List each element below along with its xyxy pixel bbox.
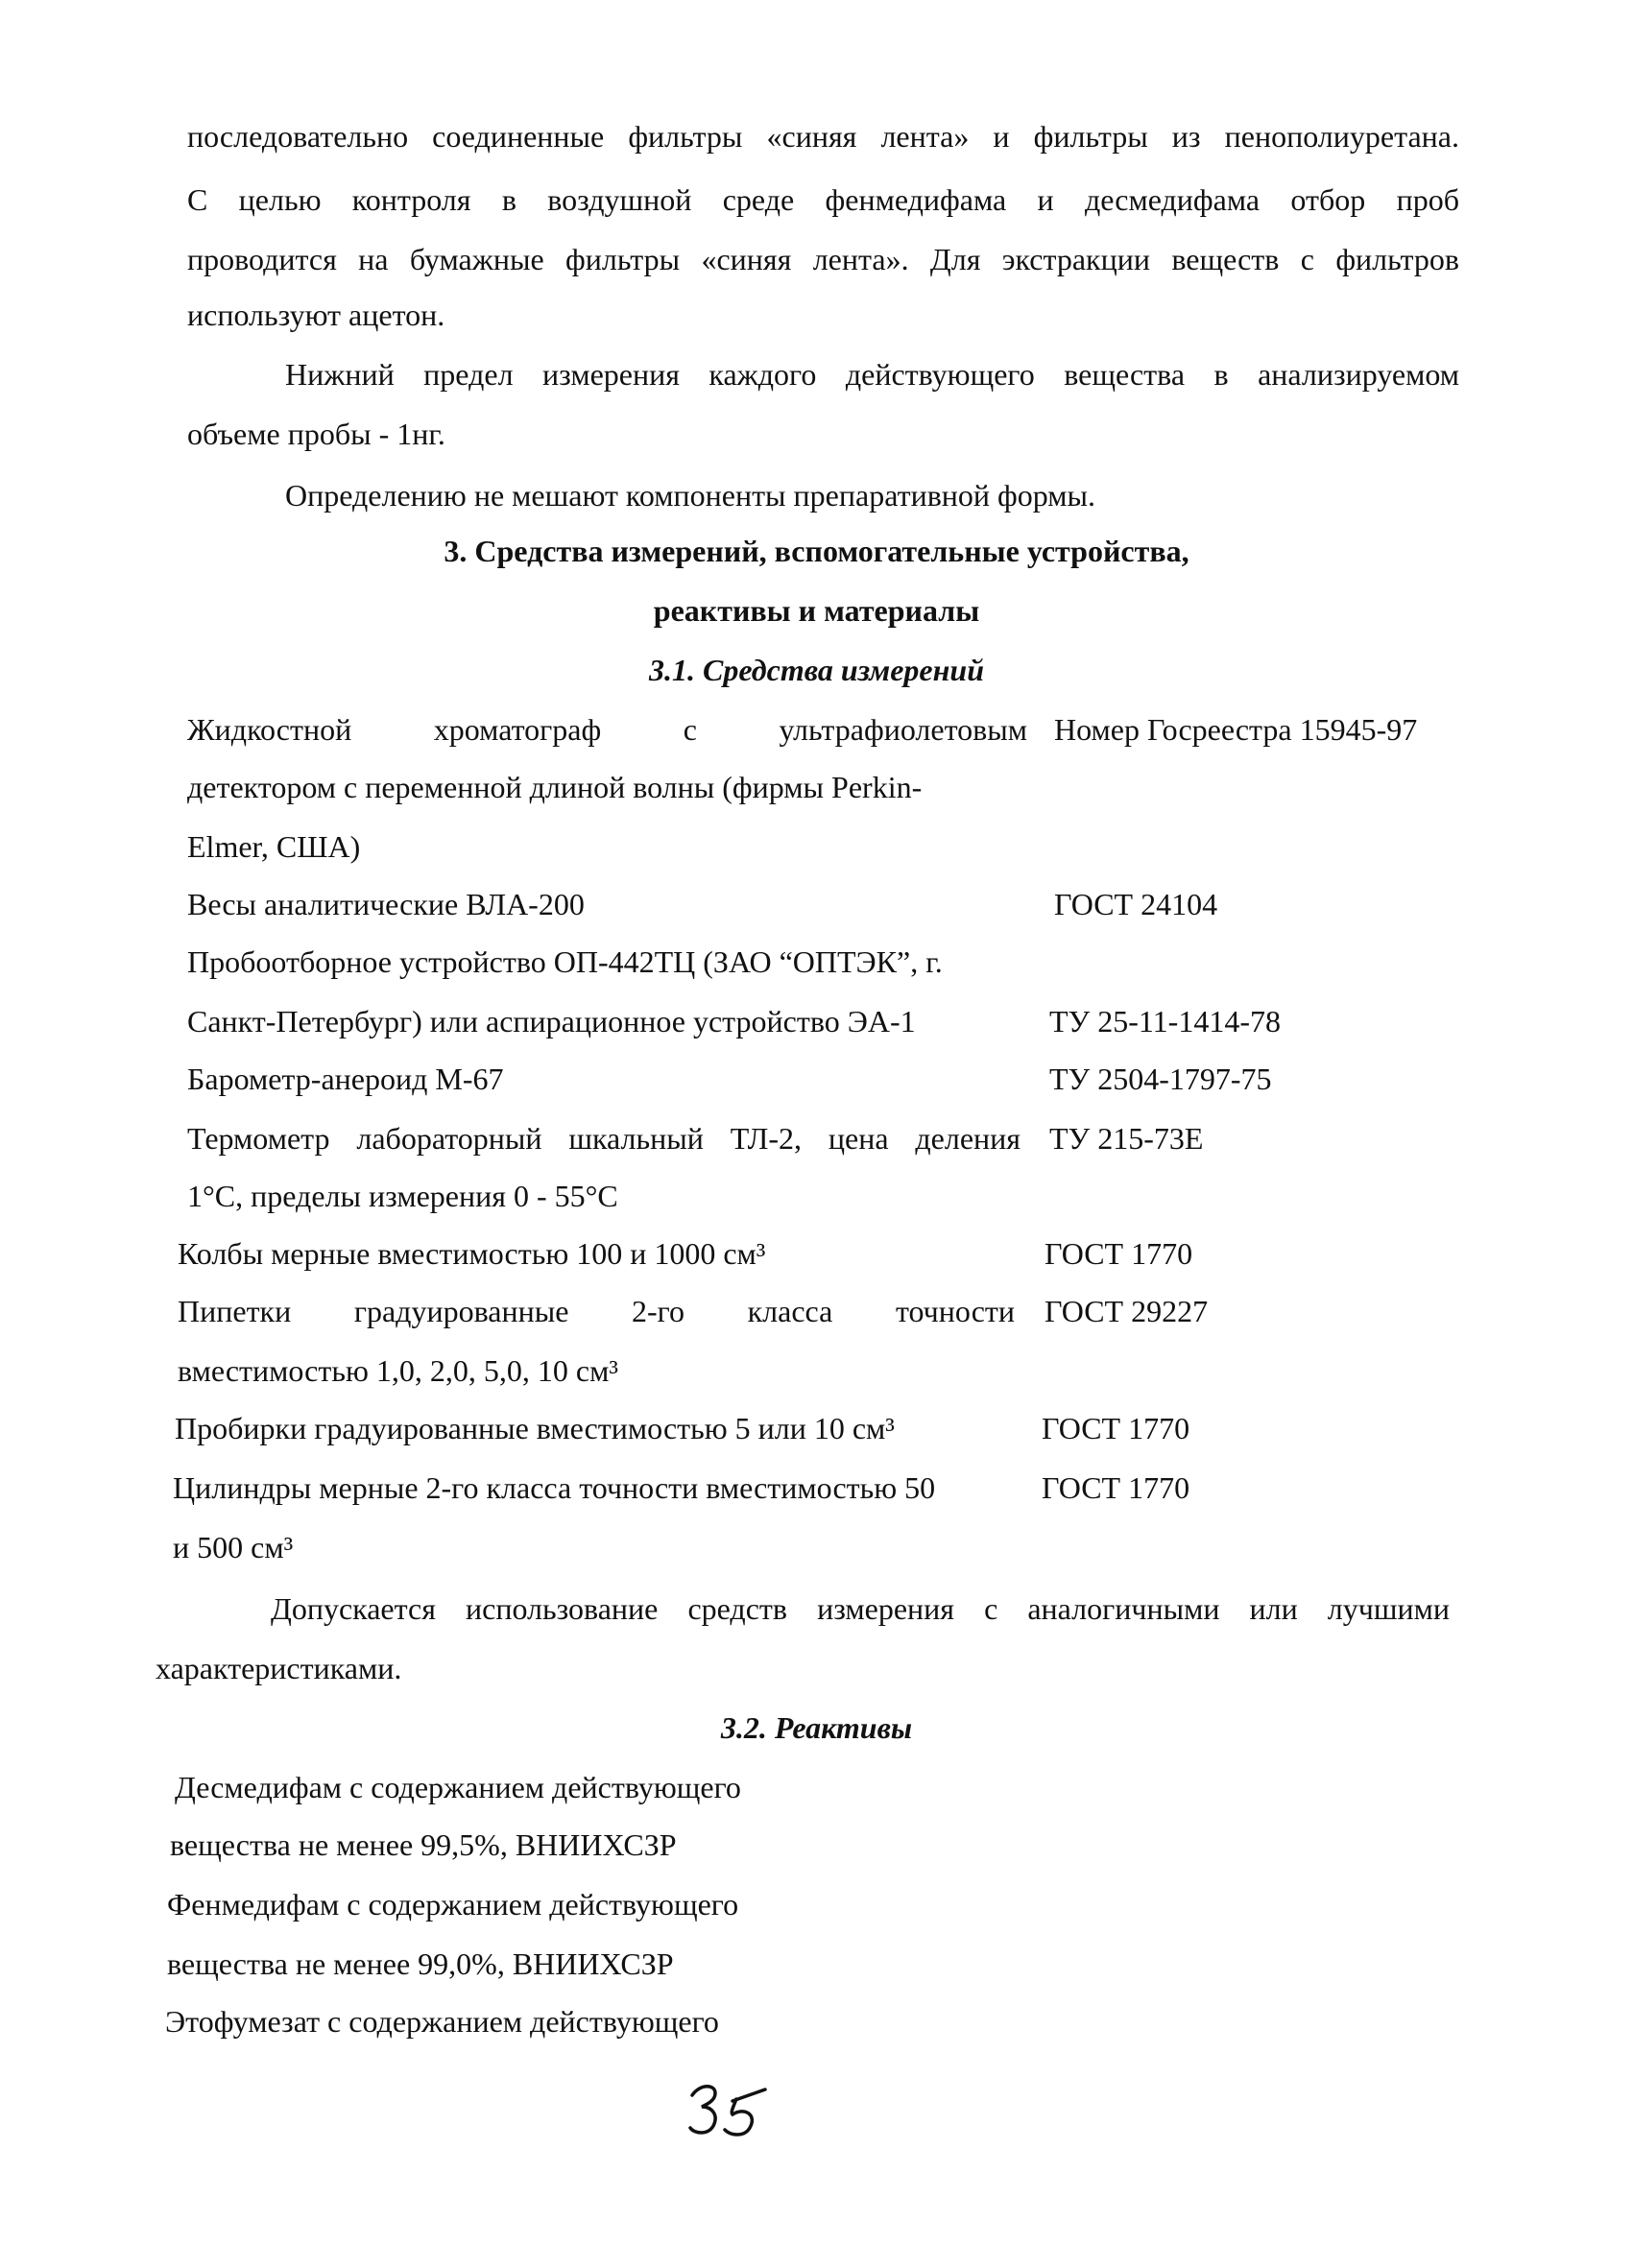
instrument-0-line-3: Elmer, США)	[187, 829, 361, 864]
reagent-line-3: Фенмедифам с содержанием действующего	[167, 1887, 739, 1922]
instrument-2-line-2: Санкт-Петербург) или аспирационное устройство ЭА-1	[187, 1004, 916, 1039]
instrument-5-standard: ГОСТ 1770	[1045, 1236, 1193, 1271]
instrument-1-standard: ГОСТ 24104	[1054, 887, 1218, 921]
instrument-7-line-1: Пробирки градуированные вместимостью 5 или 10 см³	[175, 1411, 895, 1445]
page-number-handwritten	[686, 2076, 773, 2143]
instrument-6-line-1: Пипетки градуированные 2-го класса точности	[178, 1294, 1015, 1328]
instrument-4-line-2: 1°С, пределы измерения 0 - 55°С	[187, 1179, 618, 1213]
instrument-1-line-1: Весы аналитические ВЛА-200	[187, 887, 585, 921]
instrument-5-line-1: Колбы мерные вместимостью 100 и 1000 см³	[178, 1236, 766, 1271]
limit-line-1: Нижний предел измерения каждого действующего вещества в анализируемом	[285, 357, 1459, 392]
limit-line-2: объеме пробы - 1нг.	[187, 417, 445, 451]
no-interference-text: Определению не мешают компоненты препаративной формы.	[285, 478, 1096, 513]
instrument-6-standard: ГОСТ 29227	[1045, 1294, 1209, 1328]
instrument-3-standard: ТУ 2504-1797-75	[1049, 1062, 1272, 1096]
intro-line-2: С целью контроля в воздушной среде фенмедифама и десмедифама отбор проб	[187, 182, 1459, 217]
instrument-0-standard: Номер Госреестра 15945-97	[1054, 712, 1418, 747]
instrument-3-line-1: Барометр-анероид М-67	[187, 1062, 504, 1096]
intro-line-1: последовательно соединенные фильтры «синяя лента» и фильтры из пенополиуретана.	[187, 119, 1459, 154]
instrument-8-line-1: Цилиндры мерные 2-го класса точности вместимостью 50	[173, 1470, 936, 1505]
reagent-line-4: вещества не менее 99,0%, ВНИИХСЗР	[167, 1946, 674, 1981]
section-3-title-line-2: реактивы и материалы	[653, 593, 980, 628]
intro-line-3: проводится на бумажные фильтры «синяя лента». Для экстракции веществ с фильтров	[187, 242, 1459, 276]
reagent-line-2: вещества не менее 99,5%, ВНИИХСЗР	[170, 1827, 677, 1862]
instrument-4-line-1: Термометр лабораторный шкальный ТЛ-2, цена деления	[187, 1121, 1021, 1156]
instrument-7-standard: ГОСТ 1770	[1042, 1411, 1190, 1445]
subsection-3-1-title: 3.1. Средства измерений	[649, 653, 984, 687]
instrument-2-line-1: Пробоотборное устройство ОП-442ТЦ (ЗАО “ОПТЭК”, г.	[187, 944, 943, 979]
instrument-8-line-2: и 500 см³	[173, 1530, 294, 1564]
reagent-line-1: Десмедифам с содержанием действующего	[175, 1770, 741, 1804]
reagent-line-5: Этофумезат с содержанием действующего	[165, 2004, 719, 2039]
instrument-8-standard: ГОСТ 1770	[1042, 1470, 1190, 1505]
section-3-title-line-1: 3. Средства измерений, вспомогательные устройства,	[444, 534, 1189, 568]
instrument-0-line-1: Жидкостной хроматограф с ультрафиолетовым	[187, 712, 1027, 747]
allowed-line-2: характеристиками.	[156, 1651, 402, 1685]
instrument-2-standard: ТУ 25-11-1414-78	[1049, 1004, 1281, 1039]
instrument-6-line-2: вместимостью 1,0, 2,0, 5,0, 10 см³	[178, 1353, 618, 1388]
intro-line-4: используют ацетон.	[187, 298, 445, 332]
subsection-3-2-title: 3.2. Реактивы	[720, 1710, 913, 1745]
instrument-0-line-2: детектором с переменной длиной волны (фирмы Perkin-	[187, 770, 923, 804]
instrument-4-standard: ТУ 215-73Е	[1049, 1121, 1204, 1156]
allowed-line-1: Допускается использование средств измерения с аналогичными или лучшими	[271, 1591, 1450, 1626]
